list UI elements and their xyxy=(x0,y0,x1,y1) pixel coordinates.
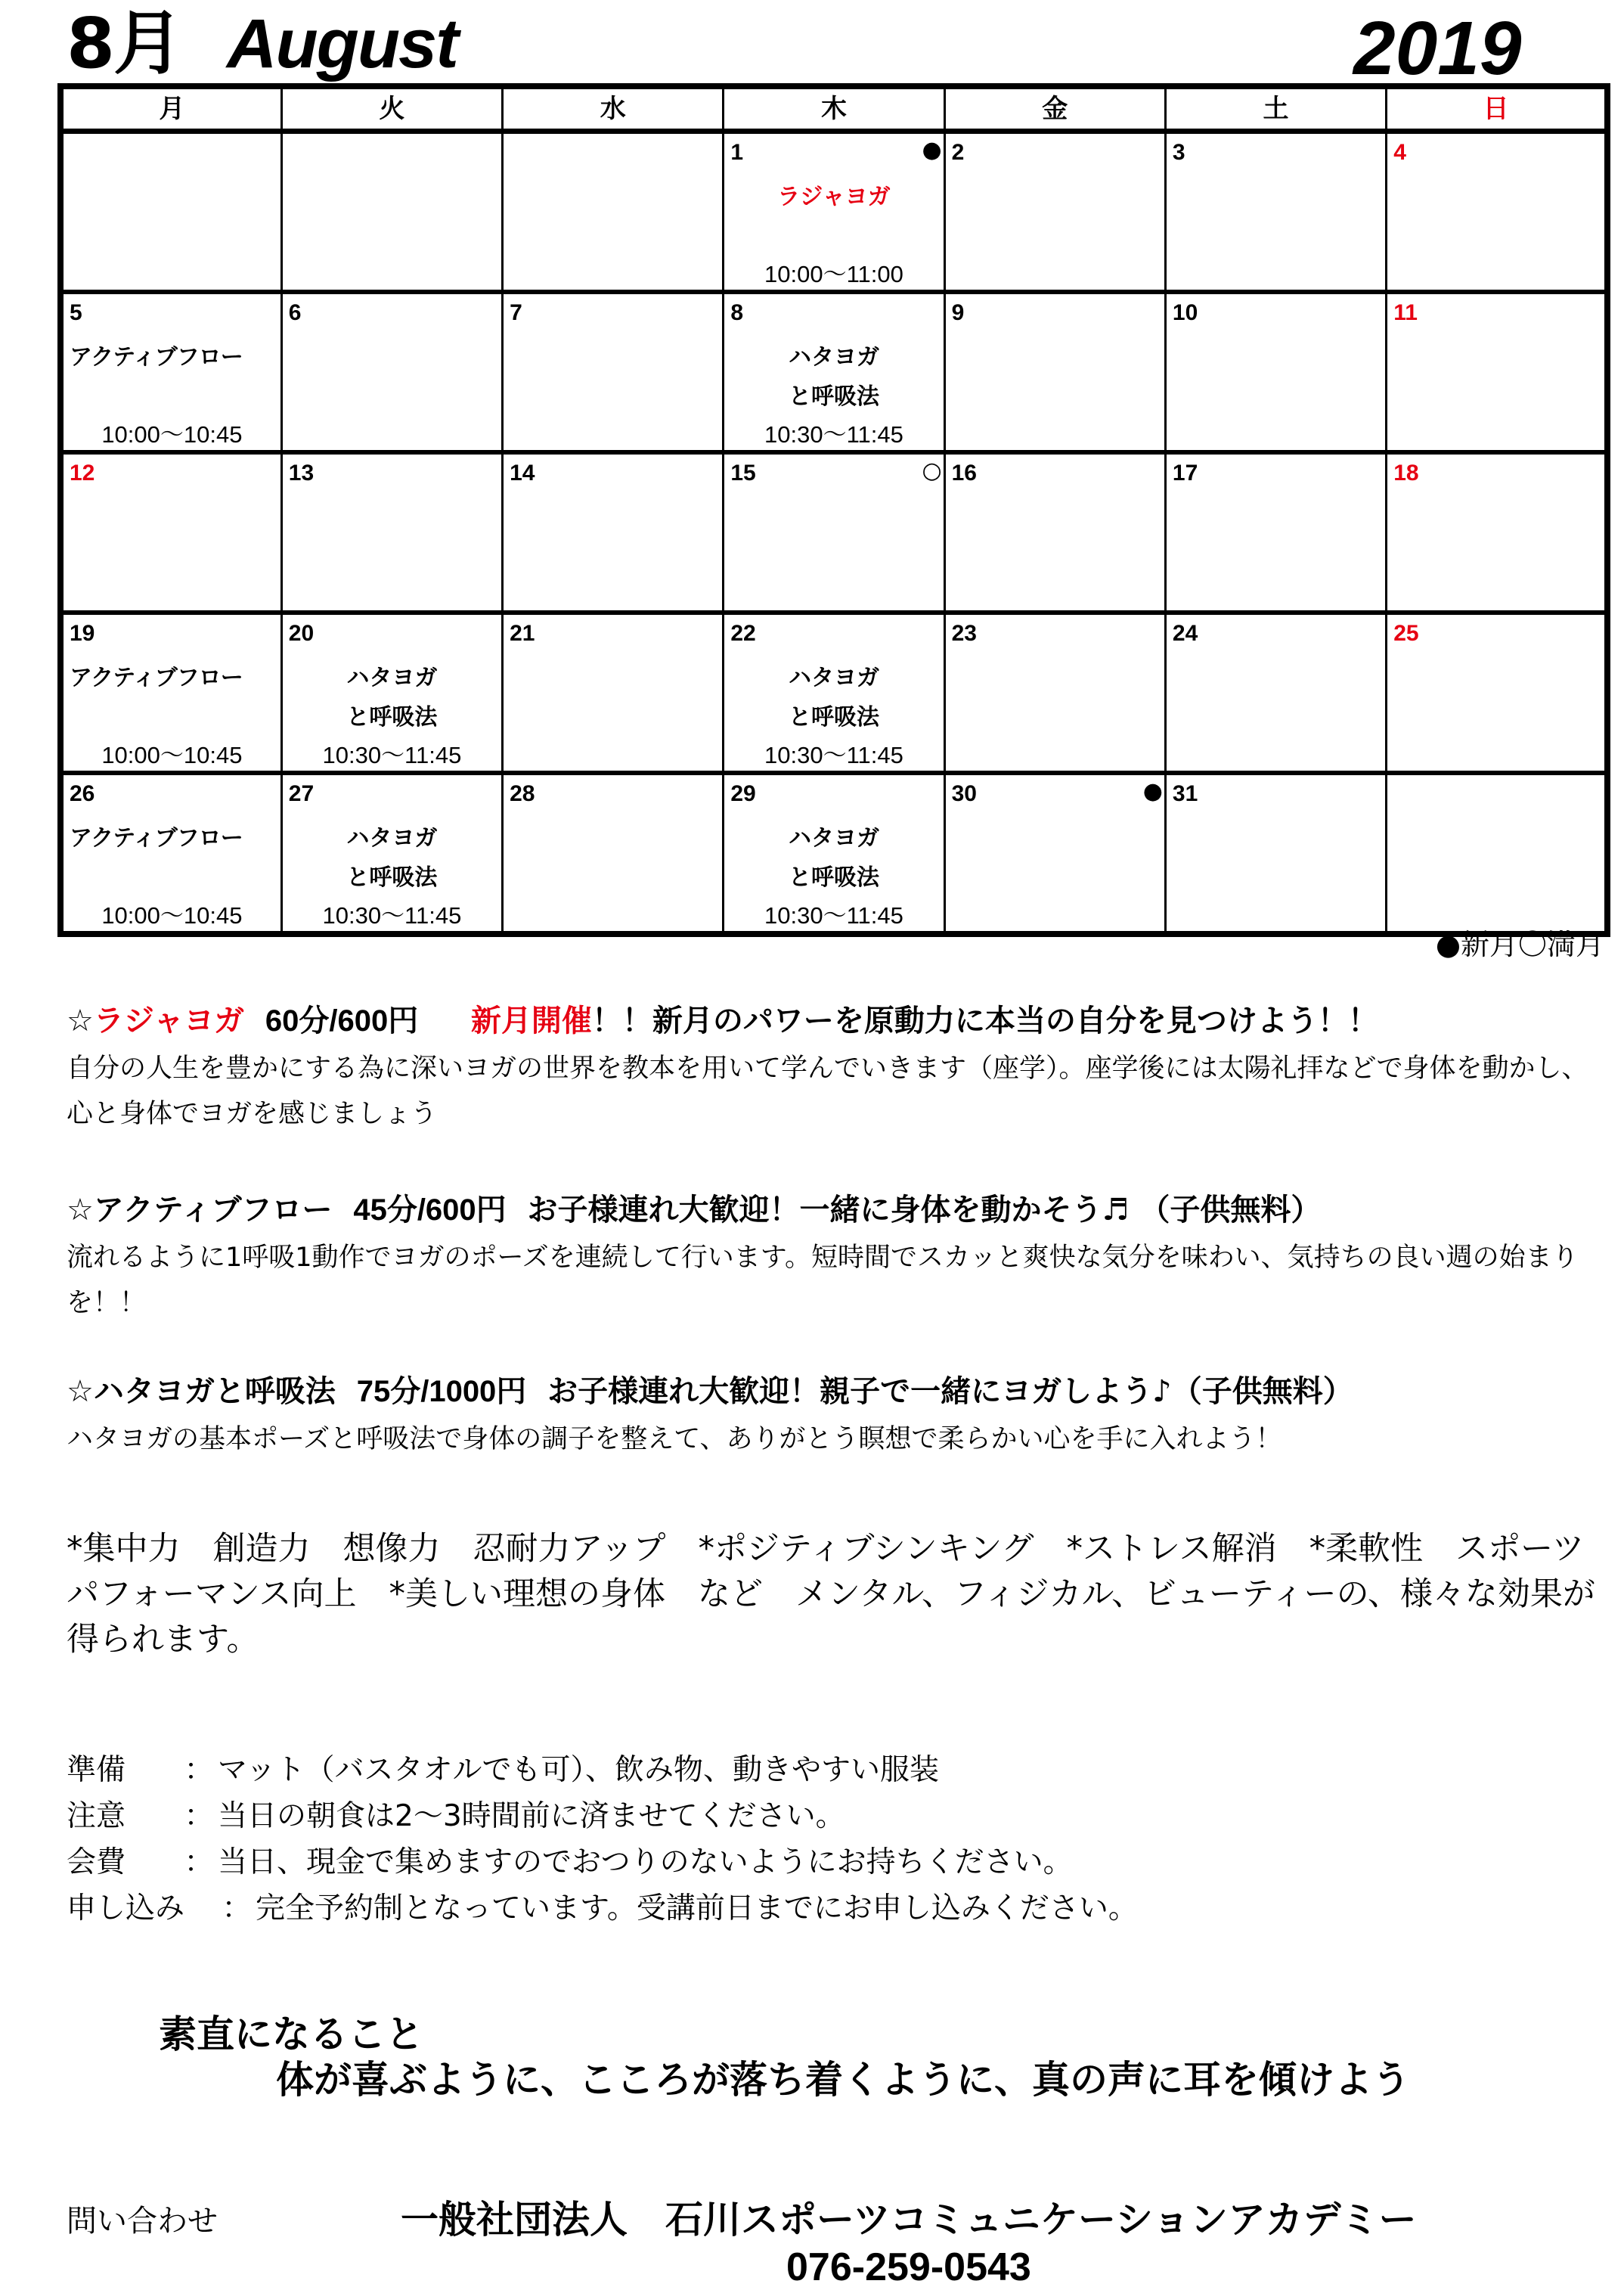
event-time: 10:30～11:45 xyxy=(764,902,903,929)
event-time: 10:00～11:00 xyxy=(764,261,903,287)
note-item xyxy=(67,1839,1138,1885)
calendar-day-cell[interactable] xyxy=(1165,292,1386,452)
day-number: 4 xyxy=(1393,140,1406,165)
class-price: 75分/1000円 xyxy=(356,1375,527,1408)
day-number: 25 xyxy=(1393,621,1419,646)
event-name-line-2: と呼吸法 xyxy=(346,704,438,731)
calendar-day-cell[interactable] xyxy=(724,132,944,293)
class-price: 45分/600円 xyxy=(353,1193,507,1227)
calendar-day-cell[interactable] xyxy=(281,292,502,452)
event-time: 10:30～11:45 xyxy=(764,742,903,768)
calendar-day-cell[interactable] xyxy=(281,773,502,934)
note-colon: ： xyxy=(184,1845,214,1879)
weekday-sat: 土 xyxy=(1165,86,1386,132)
calendar-body xyxy=(60,132,1607,935)
weekday-thu: 木 xyxy=(724,86,944,132)
star-icon: ☆ xyxy=(67,1374,94,1409)
day-number: 1 xyxy=(730,140,744,165)
event-time: 10:30～11:45 xyxy=(322,902,462,929)
event-time: 10:00～10:45 xyxy=(101,902,243,929)
calendar-week-row xyxy=(60,132,1607,293)
day-number: 30 xyxy=(951,781,977,806)
day-number: 11 xyxy=(1393,300,1418,325)
calendar-week-row xyxy=(60,452,1607,613)
day-number: 2 xyxy=(951,140,965,165)
note-colon: ： xyxy=(184,1753,214,1787)
calendar-day-cell[interactable] xyxy=(60,613,281,773)
event-name: アクティブフロー xyxy=(70,344,243,371)
note-item xyxy=(67,1747,1138,1793)
month-en: August xyxy=(227,5,457,82)
day-number: 15 xyxy=(730,461,756,486)
benefits-text: *集中力 創造力 想像力 忍耐力アップ *ポジティブシンキング *ストレス解消 *柔軟性 スポーツパフォーマンス向上 *美しい理想の身体 など メンタル、フィジカル、ビューティーの、様々な効果が得られます。 xyxy=(67,1530,1595,1659)
calendar-day-cell[interactable] xyxy=(281,452,502,613)
new-moon-icon: ● xyxy=(1142,778,1163,805)
star-icon: ☆ xyxy=(67,1004,94,1038)
class-section-active-flow xyxy=(67,1186,1609,1326)
day-number: 17 xyxy=(1172,461,1198,486)
day-number: 3 xyxy=(1172,140,1185,165)
event-time: 10:30～11:45 xyxy=(322,742,462,768)
weekday-header-row xyxy=(60,86,1607,132)
day-number: 24 xyxy=(1172,621,1198,646)
calendar-day-cell xyxy=(503,132,724,293)
note-label: 会費 xyxy=(67,1845,126,1879)
day-number: 6 xyxy=(288,300,302,325)
note-item xyxy=(67,1885,1138,1932)
calendar-day-cell[interactable] xyxy=(281,613,502,773)
moon-legend: ●新月〇満月 xyxy=(1435,928,1604,961)
calendar-day-cell[interactable] xyxy=(1387,613,1607,773)
note-text: 当日、現金で集めますのでおつりのないようにお持ちください。 xyxy=(218,1845,1073,1879)
weekday-sun: 日 xyxy=(1387,86,1607,132)
class-heading xyxy=(67,997,1609,1040)
class-section-raja xyxy=(67,997,1609,1137)
day-number: 29 xyxy=(730,781,756,806)
calendar-day-cell[interactable] xyxy=(503,292,724,452)
day-number: 9 xyxy=(951,300,965,325)
day-number: 8 xyxy=(730,300,744,325)
day-number: 13 xyxy=(288,461,315,486)
note-text: 完全予約制となっています。受講前日までにお申し込みください。 xyxy=(256,1891,1138,1925)
note-item xyxy=(67,1793,1138,1839)
note-text: 当日の朝食は2～3時間前に済ませてください。 xyxy=(218,1799,845,1833)
organization-name: 一般社団法人 石川スポーツコミュニケーションアカデミー xyxy=(401,2198,1417,2242)
phone-number[interactable]: 076-259-0543 xyxy=(786,2245,1031,2289)
class-tagline: お子様連れ大歓迎！親子で一緒にヨガしよう♪（子供無料） xyxy=(547,1374,1353,1409)
weekday-wed: 水 xyxy=(503,86,724,132)
note-colon: ： xyxy=(222,1891,252,1925)
calendar-day-cell xyxy=(1387,773,1607,934)
calendar-day-cell[interactable] xyxy=(724,452,944,613)
calendar-day-cell[interactable] xyxy=(503,452,724,613)
calendar-day-cell[interactable] xyxy=(944,292,1165,452)
class-description: 自分の人生を豊かにする為に深いヨガの世界を教本を用いて学んでいきます（座学）。座学後には太陽礼拝などで身体を動かし、心と身体でヨガを感じましょう xyxy=(67,1053,1588,1129)
class-name: ラジャヨガ xyxy=(93,1004,245,1038)
full-moon-icon: ○ xyxy=(922,458,942,484)
day-number: 5 xyxy=(70,300,82,325)
event-name: ハタヨガ xyxy=(788,825,879,852)
calendar-day-cell[interactable] xyxy=(1165,773,1386,934)
day-number: 19 xyxy=(70,621,95,646)
day-number: 14 xyxy=(510,461,535,486)
calendar-day-cell[interactable] xyxy=(1387,292,1607,452)
weekday-fri: 金 xyxy=(944,86,1165,132)
day-number: 28 xyxy=(510,781,535,806)
class-description: ハタヨガの基本ポーズと呼吸法で身体の調子を整えて、ありがとう瞑想で柔らかい心を手に入れよう！ xyxy=(67,1424,1282,1454)
calendar-day-cell[interactable] xyxy=(1165,613,1386,773)
calendar-day-cell[interactable] xyxy=(724,292,944,452)
calendar-day-cell xyxy=(281,132,502,293)
event-time: 10:30～11:45 xyxy=(764,421,903,448)
note-colon: ： xyxy=(184,1799,214,1833)
class-name: ハタヨガと呼吸法 xyxy=(93,1374,336,1409)
calendar-week-row xyxy=(60,613,1607,773)
year-title: 2019 xyxy=(1353,6,1522,91)
calendar-table xyxy=(57,83,1610,937)
weekday-mon: 月 xyxy=(60,86,281,132)
calendar-day-cell[interactable] xyxy=(724,613,944,773)
class-heading xyxy=(67,1186,1609,1229)
event-name: ハタヨガ xyxy=(788,344,879,371)
class-highlight: 新月開催 xyxy=(470,1004,592,1038)
calendar-day-cell[interactable] xyxy=(60,773,281,934)
event-name-line-2: と呼吸法 xyxy=(788,864,879,891)
calendar-day-cell[interactable] xyxy=(724,773,944,934)
day-number: 20 xyxy=(288,621,315,646)
calendar-day-cell[interactable] xyxy=(944,613,1165,773)
class-section-hatha xyxy=(67,1367,1609,1462)
day-number: 26 xyxy=(70,781,95,806)
day-number: 22 xyxy=(730,621,756,646)
class-heading xyxy=(67,1367,1609,1410)
month-jp: 8月 xyxy=(67,3,182,84)
event-name: ハタヨガ xyxy=(788,665,879,691)
motto-line-2: 体が喜ぶように、こころが落ち着くように、真の声に耳を傾けよう xyxy=(276,2058,1410,2102)
event-name-line-2: と呼吸法 xyxy=(788,383,879,410)
event-time: 10:00～10:45 xyxy=(101,421,243,448)
note-label: 注意 xyxy=(67,1799,126,1833)
day-number: 21 xyxy=(510,621,535,646)
calendar-day-cell xyxy=(60,132,281,293)
event-name: ハタヨガ xyxy=(346,825,438,852)
calendar-day-cell[interactable] xyxy=(503,773,724,934)
day-number: 12 xyxy=(70,461,95,486)
calendar-day-cell[interactable] xyxy=(503,613,724,773)
class-tagline: ！！新月のパワーを原動力に本当の自分を見つけよう！！ xyxy=(591,1004,1378,1038)
day-number: 10 xyxy=(1172,300,1198,325)
calendar-week-row xyxy=(60,292,1607,452)
event-name: ハタヨガ xyxy=(346,665,438,691)
calendar-day-cell[interactable] xyxy=(1387,452,1607,613)
day-number: 18 xyxy=(1393,461,1419,486)
calendar-week-row xyxy=(60,773,1607,934)
note-label: 申し込み xyxy=(67,1891,185,1925)
note-label: 準備 xyxy=(67,1753,126,1787)
calendar-day-cell[interactable] xyxy=(1165,452,1386,613)
event-name: ラジャヨガ xyxy=(777,184,891,210)
day-number: 16 xyxy=(951,461,977,486)
event-name-line-2: と呼吸法 xyxy=(346,864,438,891)
class-name: アクティブフロー xyxy=(93,1193,333,1227)
event-name: アクティブフロー xyxy=(70,665,243,691)
class-price: 60分/600円 xyxy=(265,1004,419,1038)
calendar-day-cell[interactable] xyxy=(944,452,1165,613)
motto-line-1: 素直になること xyxy=(159,2012,423,2056)
day-number: 27 xyxy=(288,781,315,806)
event-time: 10:00～10:45 xyxy=(101,742,243,768)
contact-label: 問い合わせ xyxy=(67,2204,218,2239)
weekday-tue: 火 xyxy=(281,86,502,132)
calendar-day-cell[interactable] xyxy=(60,452,281,613)
calendar-day-cell[interactable] xyxy=(1165,132,1386,293)
calendar-day-cell[interactable] xyxy=(60,292,281,452)
day-number: 23 xyxy=(951,621,977,646)
note-text: マット（バスタオルでも可）、飲み物、動きやすい服装 xyxy=(218,1753,939,1787)
star-icon: ☆ xyxy=(67,1193,94,1227)
calendar-day-cell[interactable] xyxy=(944,773,1165,934)
day-number: 7 xyxy=(510,300,522,325)
event-name-line-2: と呼吸法 xyxy=(788,704,879,731)
new-moon-icon: ● xyxy=(922,137,942,163)
class-tagline: お子様連れ大歓迎！一緒に身体を動かそう♬ （子供無料） xyxy=(527,1193,1322,1227)
day-number: 31 xyxy=(1172,781,1198,806)
page-title xyxy=(67,3,457,84)
calendar-day-cell[interactable] xyxy=(1387,132,1607,293)
event-name: アクティブフロー xyxy=(70,825,243,852)
class-description: 流れるように1呼吸1動作でヨガのポーズを連続して行います。短時間でスカッと爽快な気分を味わい、気持ちの良い週の始まりを！！ xyxy=(67,1243,1579,1318)
calendar-day-cell[interactable] xyxy=(944,132,1165,293)
notes-list xyxy=(67,1747,1138,1932)
